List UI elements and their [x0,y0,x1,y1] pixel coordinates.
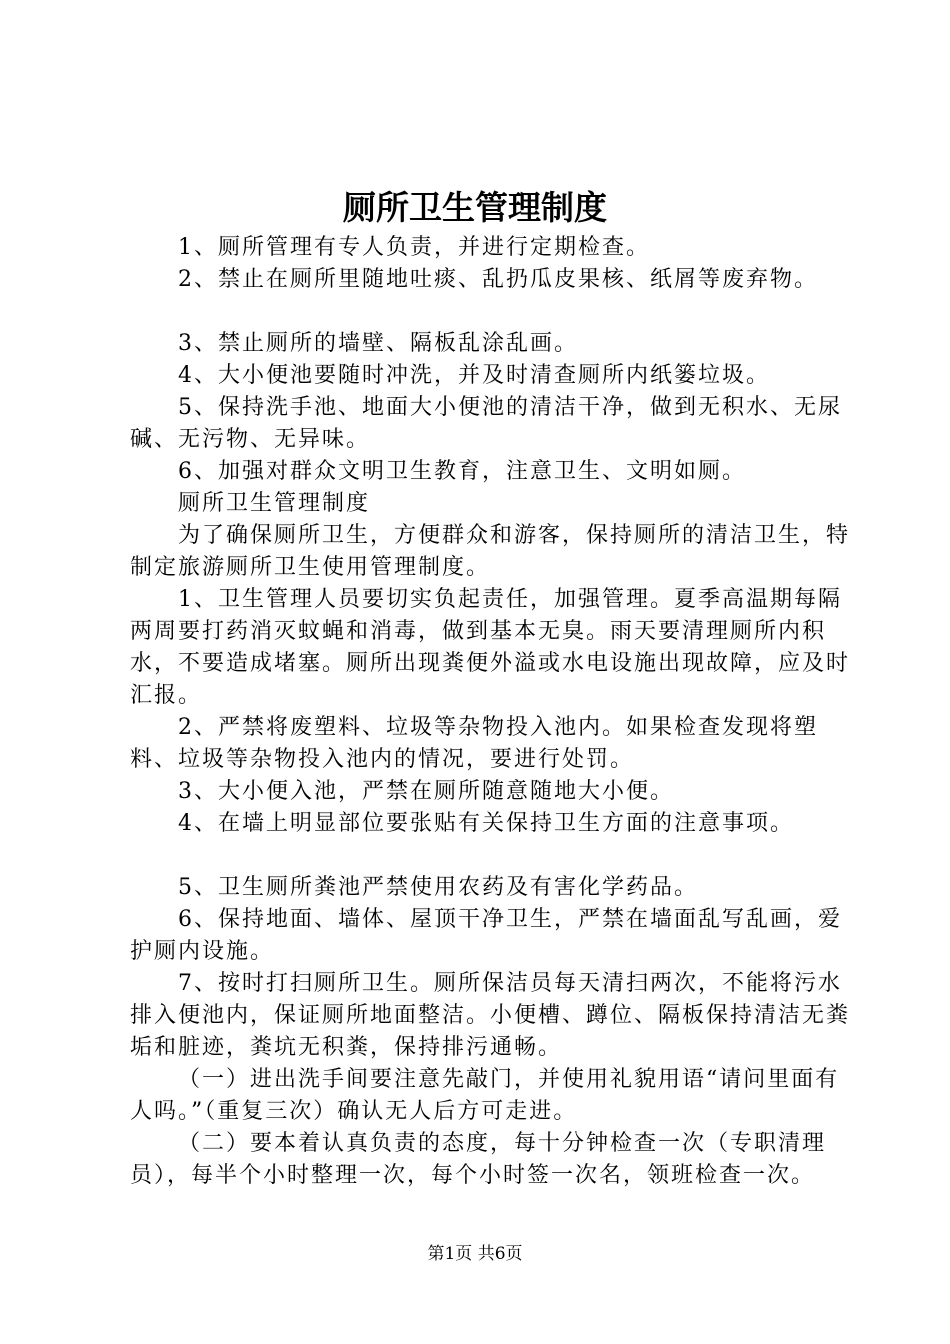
paragraph-item-7: 7、按时打扫厕所卫生。厕所保洁员每天清扫两次，不能将污水排入便池内，保证厕所地面整洁。小便槽、蹲位、隔板保持清洁无粪垢和脏迹，粪坑无积粪，保持排污通畅。 [130,971,851,1060]
paragraph-rule-2: 2、禁止在厕所里随地吐痰、乱扔瓜皮果核、纸屑等废弃物。 [178,267,818,292]
paragraph-intro: 为了确保厕所卫生，方便群众和游客，保持厕所的清洁卫生，特制定旅游厕所卫生使用管理制度。 [130,523,851,580]
paragraph-item-1: 1、卫生管理人员要切实负起责任，加强管理。夏季高温期每隔两周要打药消灭蚊蝇和消毒，做到基本无臭。雨天要清理厕所内积水，不要造成堵塞。厕所出现粪便外溢或水电设施出现故障，应及时汇报。 [130,587,851,708]
paragraph-item-2: 2、严禁将废塑料、垃圾等杂物投入池内。如果检查发现将塑料、垃圾等杂物投入池内的情况，要进行处罚。 [130,715,818,772]
page-title: 厕所卫生管理制度 [343,188,607,227]
document-body [130,232,850,1192]
paragraph-rule-1: 1、厕所管理有专人负责，并进行定期检查。 [178,235,650,260]
paragraph-rule-4: 4、大小便池要随时冲洗，并及时清查厕所内纸篓垃圾。 [178,363,770,388]
page-number-footer: 第1页 共6页 [427,1244,523,1264]
paragraph-item-6: 6、保持地面、墙体、屋顶干净卫生，严禁在墙面乱写乱画，爱护厕内设施。 [130,907,842,964]
paragraph-item-5: 5、卫生厕所粪池严禁使用农药及有害化学药品。 [178,875,698,900]
paragraph-rule-5: 5、保持洗手池、地面大小便池的清洁干净，做到无积水、无尿碱、无污物、无异味。 [130,395,842,452]
paragraph-sub-1: （一）进出洗手间要注意先敲门，并使用礼貌用语“请问里面有人吗。”（重复三次）确认无人后方可走进。 [130,1067,840,1124]
paragraph-rule-3: 3、禁止厕所的墙壁、隔板乱涂乱画。 [178,331,578,356]
section-heading: 厕所卫生管理制度 [178,491,371,516]
paragraph-item-3: 3、大小便入池，严禁在厕所随意随地大小便。 [178,779,674,804]
paragraph-rule-6: 6、加强对群众文明卫生教育，注意卫生、文明如厕。 [178,459,746,484]
paragraph-item-4: 4、在墙上明显部位要张贴有关保持卫生方面的注意事项。 [178,811,794,836]
paragraph-sub-2: （二）要本着认真负责的态度，每十分钟检查一次（专职清理员），每半个小时整理一次，每个小时签一次名，领班检查一次。 [130,1131,827,1188]
